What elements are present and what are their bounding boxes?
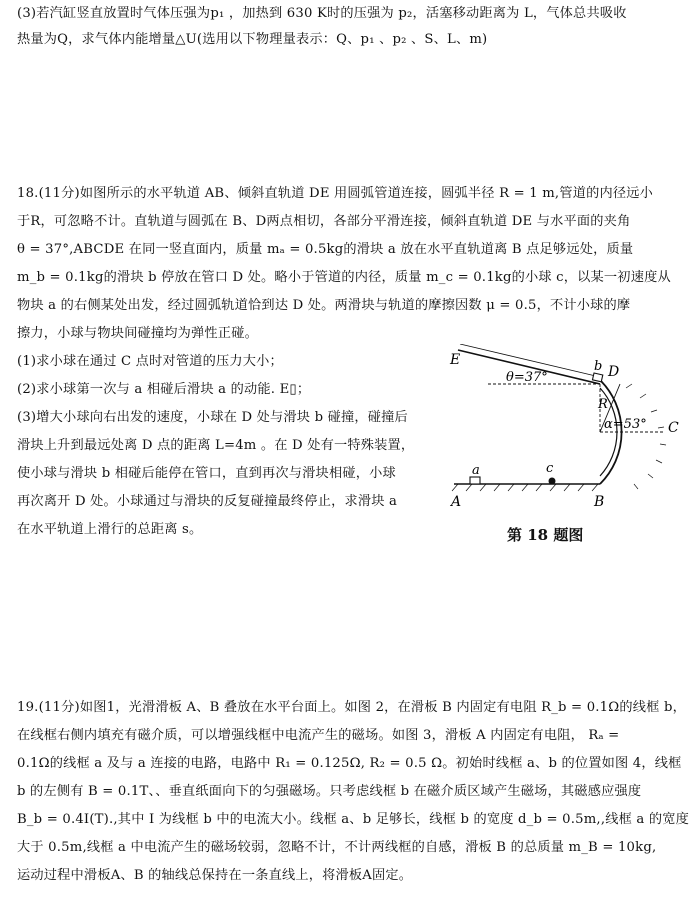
q17-part3-line-1: (3)若汽缸竖直放置时气体压强为p₁ ，加热到 630 K时的压强为 p₂，活塞移动距离为 L，气体总共吸收: [17, 6, 627, 21]
label-r: R: [598, 397, 608, 412]
label-theta: θ=37°: [506, 370, 548, 385]
q18-sub1: (1)求小球在通过 C 点时对管道的压力大小；: [17, 354, 283, 369]
ball-c: [549, 478, 556, 485]
label-d: D: [608, 364, 620, 380]
q18-sub3-line-3: 使小球与滑块 b 相碰后能停在管口，直到再次与滑块相碰，小球: [17, 466, 396, 481]
q19-line-3: 0.1Ω的线框 a 及与 a 连接的电路，电路中 R₁ = 0.125Ω, R₂ = 0.5 Ω。初始时线框 a、b 的位置如图 4，线框: [17, 756, 682, 771]
q18-sub3-line-4: 再次离开 D 处。小球通过与滑块的反复碰撞最终停止，求滑块 a: [17, 494, 398, 509]
block-a: [470, 477, 480, 484]
q18-line-2: 于R，可忽略不计。直轨道与圆弧在 B、D两点相切，各部分平滑连接，倾斜直轨道 DE 与水平面的夹角: [17, 214, 631, 229]
block-b: [592, 373, 602, 382]
label-alpha: α=53°: [604, 417, 647, 432]
q18-sub2: (2)求小球第一次与 a 相碰后滑块 a 的动能. E▯；: [17, 382, 311, 397]
q17-part3-line-2: 热量为Q，求气体内能增量△U(选用以下物理量表示：Q、p₁ 、p₂ 、S、L、m): [17, 32, 488, 47]
q18-sub3-line-2: 滑块上升到最远处离 D 点的距离 L=4m 。在 D 处有一特殊装置，: [17, 438, 415, 453]
ground-hatching: [452, 484, 598, 491]
q19-line-2: 在线框右侧内填充有磁介质，可以增强线框中电流产生的磁场。如图 3，滑板 A 内固定有电阻， Rₐ =: [17, 728, 620, 743]
label-a-point: A: [451, 494, 462, 510]
label-b-point: B: [594, 494, 605, 510]
pipe-hatching: [626, 384, 666, 489]
label-b: b: [594, 359, 603, 374]
figure-caption: 第 18 题图: [507, 526, 584, 544]
q18-line-3: θ = 37°,ABCDE 在同一竖直面内，质量 mₐ = 0.5kg的滑块 a 放在水平直轨道离 B 点足够远处，质量: [17, 242, 634, 257]
label-a-block: a: [472, 463, 480, 478]
q18-track-figure: [448, 344, 686, 544]
q19-line-1: 19.(11分)如图1，光滑滑板 A、B 叠放在水平台面上。如图 2，在滑板 B 内固定有电阻 R_b = 0.1Ω的线框 b，: [17, 700, 686, 715]
q18-sub3-line-1: (3)增大小球向右出发的速度，小球在 D 处与滑块 b 碰撞，碰撞后: [17, 410, 408, 425]
label-c-point: C: [668, 420, 679, 436]
q18-line-5: 物块 a 的右侧某处出发，经过圆弧轨道恰到达 D 处。两滑块与轨道的摩擦因数 μ = 0.5，不计小球的摩: [17, 298, 631, 313]
q18-line-1: 18.(11分)如图所示的水平轨道 AB、倾斜直轨道 DE 用圆弧管道连接，圆弧半径 R = 1 m,管道的内径远小: [17, 186, 654, 201]
q18-line-6: 擦力，小球与物块间碰撞均为弹性正碰。: [17, 326, 258, 341]
q18-sub3-line-5: 在水平轨道上滑行的总距离 s。: [17, 522, 203, 537]
label-c-ball: c: [546, 461, 554, 476]
label-e: E: [450, 352, 461, 368]
q19-line-7: 运动过程中滑板A、B 的轴线总保持在一条直线上，将滑板A固定。: [17, 868, 413, 883]
q19-line-4: b 的左侧有 B = 0.1T、、垂直纸面向下的匀强磁场。只考虑线框 b 在磁介质区域产生磁场，其磁感应强度: [17, 784, 642, 799]
q19-line-5: B_b = 0.4I(T).,其中 I 为线框 b 中的电流大小。线框 a、b 足够长，线框 b 的宽度 d_b = 0.5m,,线框 a 的宽度: [17, 812, 689, 827]
q18-line-4: m_b = 0.1kg的滑块 b 停放在管口 D 处。略小于管道的内径，质量 m_c = 0.1kg的小球 c，以某一初速度从: [17, 270, 671, 285]
q19-line-6: 大于 0.5m,线框 a 中电流产生的磁场较弱，忽略不计，不计两线框的自感，滑板 B 的总质量 m_B = 10kg,: [17, 840, 657, 855]
